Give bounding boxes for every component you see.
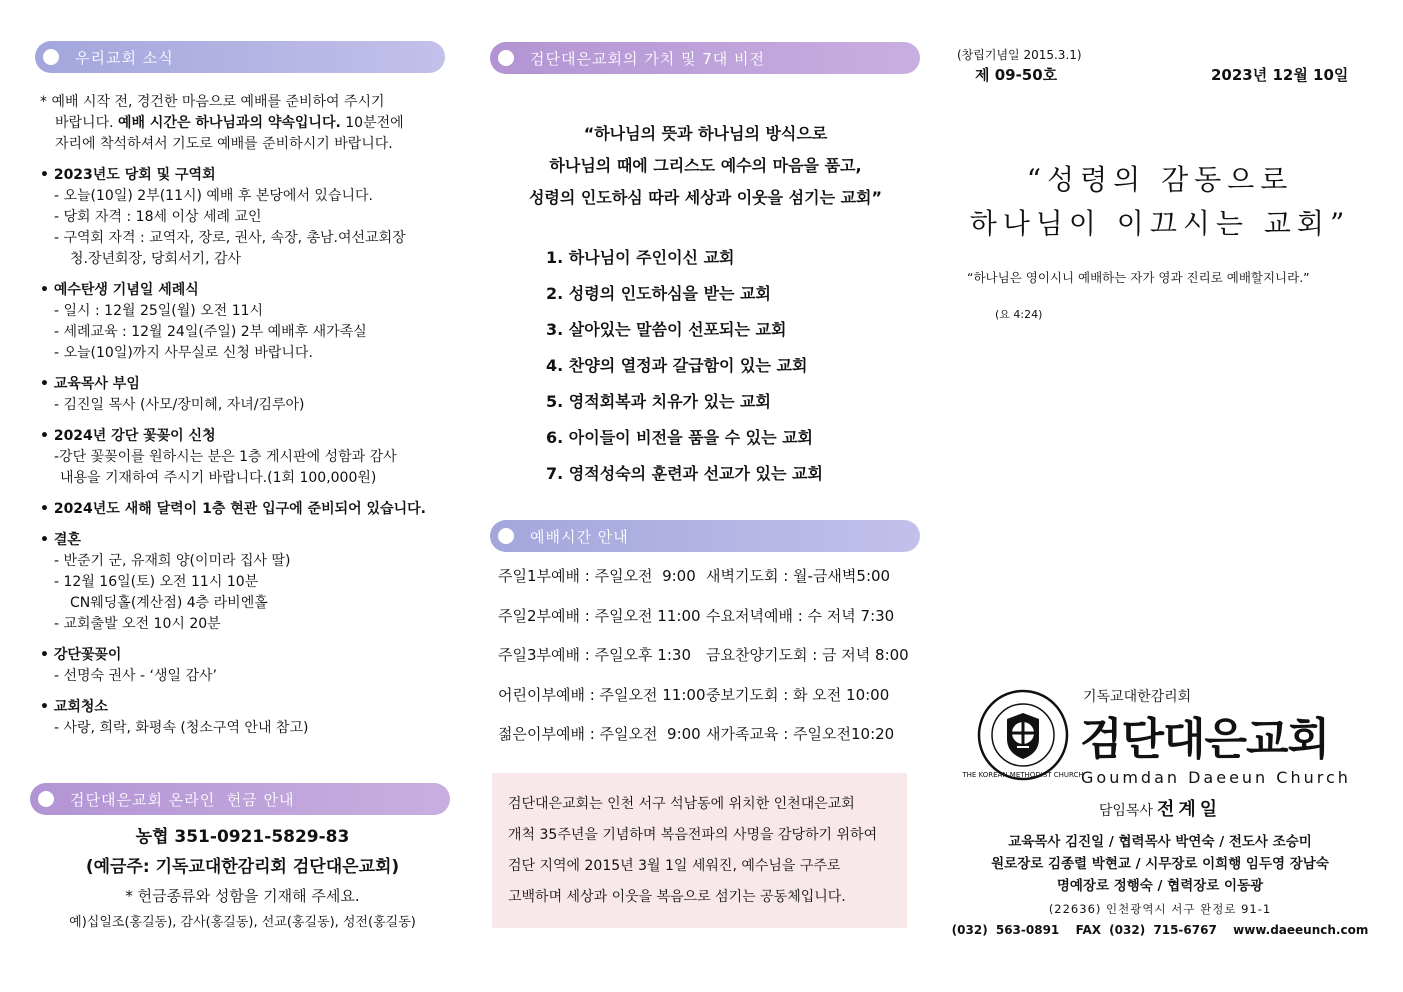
news-item-line: 내용을 기재하여 주시기 바랍니다.(1회 100,000원) — [60, 470, 377, 486]
news-column — [30, 0, 455, 992]
news-item-head: • 예수탄생 기념일 세례식 — [40, 282, 199, 298]
worship-times-table — [498, 556, 918, 754]
offering-example: 예)십일조(홍길동), 감사(홍길동), 선교(홍길동), 성전(홍길동) — [69, 915, 416, 930]
motto-line: “하나님의 뜻과 하나님의 방식으로 — [583, 124, 828, 143]
news-item-line: - 일시 : 12월 25일(월) 오전 11시 — [54, 303, 264, 319]
worship-time: 중보기도회 : 화 오전 10:00 — [706, 685, 890, 704]
seal-text: THE KOREAN METHODIST CHURCH — [962, 771, 1084, 779]
worship-time: 새벽기도회 : 월-금새벽5:00 — [706, 567, 891, 586]
vision-item: 2. 성령의 인도하심을 받는 교회 — [546, 284, 771, 303]
news-item-line: - 사랑, 희락, 화평속 (청소구역 안내 참고) — [54, 720, 309, 736]
methodist-seal-icon — [962, 689, 1084, 781]
news-item-head: • 2024년도 새해 달력이 1층 현관 입구에 준비되어 있습니다. — [40, 501, 426, 517]
account-holder: (예금주: 기독교대한감리회 검단대은교회) — [85, 857, 400, 877]
news-item-line: - 반준기 군, 유재희 양(이미라 집사 딸) — [54, 553, 291, 569]
intro-text: 10분전에 — [340, 115, 404, 131]
bullet-dot-icon — [498, 50, 514, 66]
worship-time: 어린이부예배 : 주일오전 11:00 — [498, 685, 706, 704]
staff-line: 명예장로 정행숙 / 협력장로 이동광 — [1056, 878, 1264, 894]
church-introduction — [492, 773, 907, 928]
news-item — [40, 280, 460, 364]
motto-line: 성령의 인도하심 따라 세상과 이웃을 섬기는 교회” — [528, 188, 883, 207]
intro-emphasis: 예배 시간은 하나님과의 약속입니다. — [118, 115, 341, 131]
bible-verse: “하나님은 영이시니 예배하는 자가 영과 진리로 예배할지니라.” — [967, 270, 1310, 285]
worship-time: 주일1부예배 : 주일오전 9:00 — [498, 567, 696, 586]
online-offering-info — [30, 822, 455, 936]
news-list — [40, 92, 460, 749]
news-item-line: - 김진일 목사 (사모/장미혜, 자녀/김루아) — [54, 397, 305, 413]
online-offering-title: 검단대은교회 온라인 헌금 안내 — [70, 790, 295, 809]
news-item-head: • 강단꽃꽂이 — [40, 647, 122, 663]
worship-times-title: 예배시간 안내 — [530, 527, 629, 546]
church-address: (22636) 인천광역시 서구 완정로 91-1 — [1048, 902, 1272, 916]
worship-time: 주일2부예배 : 주일오전 11:00 — [498, 606, 701, 625]
news-item-head: • 결혼 — [40, 532, 81, 548]
slogan-line: “성령의 감동으로 — [1026, 163, 1294, 196]
news-title: 우리교회 소식 — [75, 48, 174, 67]
founding-date: (창립기념일 2015.3.1) — [957, 48, 1082, 62]
news-item-line: - 선명숙 권사 - ‘생일 감사’ — [54, 668, 217, 684]
vision-column — [488, 0, 923, 992]
news-item-head: • 교회청소 — [40, 699, 108, 715]
vision-title: 검단대은교회의 가치 및 7대 비전 — [530, 49, 765, 68]
vision-item: 6. 아이들이 비전을 품을 수 있는 교회 — [546, 428, 814, 447]
news-item-head: • 교육목사 부임 — [40, 376, 140, 392]
vision-item: 1. 하나님이 주인이신 교회 — [546, 248, 735, 267]
news-item-line: - 교회출발 오전 10시 20분 — [54, 616, 221, 632]
news-item-line: 청.장년회장, 당회서기, 감사 — [70, 251, 242, 267]
bulletin-date: 2023년 12월 10일 — [1211, 66, 1349, 84]
news-item-line: - 구역회 자격 : 교역자, 장로, 권사, 속장, 총남.여선교회장 — [54, 230, 406, 246]
news-item-head: • 2024년 강단 꽃꽂이 신청 — [40, 428, 216, 444]
worship-times-row — [498, 714, 918, 754]
worship-time: 젊은이부예배 : 주일오전 9:00 — [498, 725, 701, 744]
news-item — [40, 697, 460, 739]
offering-note: * 헌금종류와 성함을 기재해 주세요. — [125, 887, 360, 905]
intro-line-2 — [40, 113, 460, 134]
denomination: 기독교대한감리회 — [1083, 689, 1192, 705]
cover-column — [945, 0, 1375, 992]
worship-time: 새가족교육 : 주일오전10:20 — [706, 725, 895, 744]
introduction-line: 검단 지역에 2015년 3월 1일 세워진, 예수님을 구주로 — [508, 858, 841, 874]
church-contact: (032) 563-0891 FAX (032) 715-6767 www.daeeunch.com — [951, 923, 1369, 937]
bullet-dot-icon — [498, 528, 514, 544]
worship-time: 금요찬양기도회 : 금 저녁 8:00 — [706, 646, 909, 665]
slogan-line: 하나님이 이끄시는 교회” — [969, 207, 1351, 240]
worship-times-row — [498, 596, 918, 636]
news-item — [40, 645, 460, 687]
worship-time: 주일3부예배 : 주일오후 1:30 — [498, 646, 691, 665]
senior-pastor — [945, 795, 1375, 821]
news-item — [40, 426, 460, 489]
news-header — [35, 41, 445, 73]
vision-header — [490, 42, 920, 74]
online-offering-header — [30, 783, 450, 815]
news-item-head: • 2023년도 당회 및 구역회 — [40, 167, 216, 183]
news-intro — [40, 92, 460, 155]
introduction-line: 개척 35주년을 기념하며 복음전파의 사명을 감당하기 위하여 — [508, 827, 878, 843]
church-name-english: Goumdan Daeeun Church — [1081, 768, 1351, 787]
intro-line-1: * 예배 시작 전, 경건한 마음으로 예배를 준비하여 주시기 — [40, 94, 385, 110]
vision-item: 4. 찬양의 열정과 갈급함이 있는 교회 — [546, 356, 808, 375]
seven-visions — [546, 240, 823, 492]
worship-times-row — [498, 635, 918, 675]
senior-pastor-label: 담임목사 — [1098, 803, 1153, 819]
issue-number: 제 09-50호 — [975, 66, 1058, 84]
introduction-line: 고백하며 세상과 이웃을 복음으로 섬기는 공동체입니다. — [508, 889, 846, 905]
cover-slogan — [945, 158, 1375, 246]
bank-account: 농협 351-0921-5829-83 — [135, 827, 350, 847]
intro-text: 바랍니다. — [55, 115, 118, 131]
vision-item: 3. 살아있는 말씀이 선포되는 교회 — [546, 320, 787, 339]
news-item-line: - 오늘(10일)까지 사무실로 신청 바랍니다. — [54, 345, 313, 361]
news-item — [40, 530, 460, 635]
motto-line: 하나님의 때에 그리스도 예수의 마음을 품고, — [549, 156, 862, 175]
vision-item: 7. 영적성숙의 훈련과 선교가 있는 교회 — [546, 464, 823, 483]
staff-list — [945, 831, 1375, 897]
worship-times-row — [498, 556, 918, 596]
worship-times-row — [498, 675, 918, 715]
senior-pastor-name: 전계일 — [1156, 799, 1222, 820]
news-item — [40, 499, 460, 520]
news-item-line: - 세례교육 : 12월 24일(주일) 2부 예배후 새가족실 — [54, 324, 367, 340]
news-item — [40, 374, 460, 416]
bullet-dot-icon — [38, 791, 54, 807]
vision-item: 5. 영적회복과 치유가 있는 교회 — [546, 392, 771, 411]
news-item-line: -강단 꽃꽂이를 원하시는 분은 1층 게시판에 성함과 감사 — [54, 449, 397, 465]
worship-times-header — [490, 520, 920, 552]
intro-line-3: 자리에 착석하셔서 기도로 예배를 준비하시기 바랍니다. — [55, 136, 393, 152]
worship-time: 수요저녁예배 : 수 저녁 7:30 — [706, 606, 895, 625]
staff-line: 교육목사 김진일 / 협력목사 박연숙 / 전도사 조승미 — [1008, 834, 1312, 850]
introduction-line: 검단대은교회는 인천 서구 석남동에 위치한 인천대은교회 — [508, 796, 855, 812]
news-item — [40, 165, 460, 270]
news-item-line: - 오늘(10일) 2부(11시) 예배 후 본당에서 있습니다. — [54, 188, 373, 204]
news-item-line: - 12월 16일(토) 오전 11시 10분 — [54, 574, 259, 590]
staff-line: 원로장로 김종렬 박현교 / 시무장로 이희행 임두영 장남숙 — [991, 856, 1329, 872]
church-name: 검단대은교회 — [1080, 714, 1330, 765]
news-item-line: - 당회 자격 : 18세 이상 세례 교인 — [54, 209, 262, 225]
news-item-line: CN웨딩홀(계산점) 4층 라비엔홀 — [70, 595, 268, 611]
bullet-dot-icon — [43, 49, 59, 65]
verse-reference: (요 4:24) — [995, 308, 1043, 321]
church-logo — [962, 683, 1377, 787]
church-motto — [488, 118, 923, 214]
